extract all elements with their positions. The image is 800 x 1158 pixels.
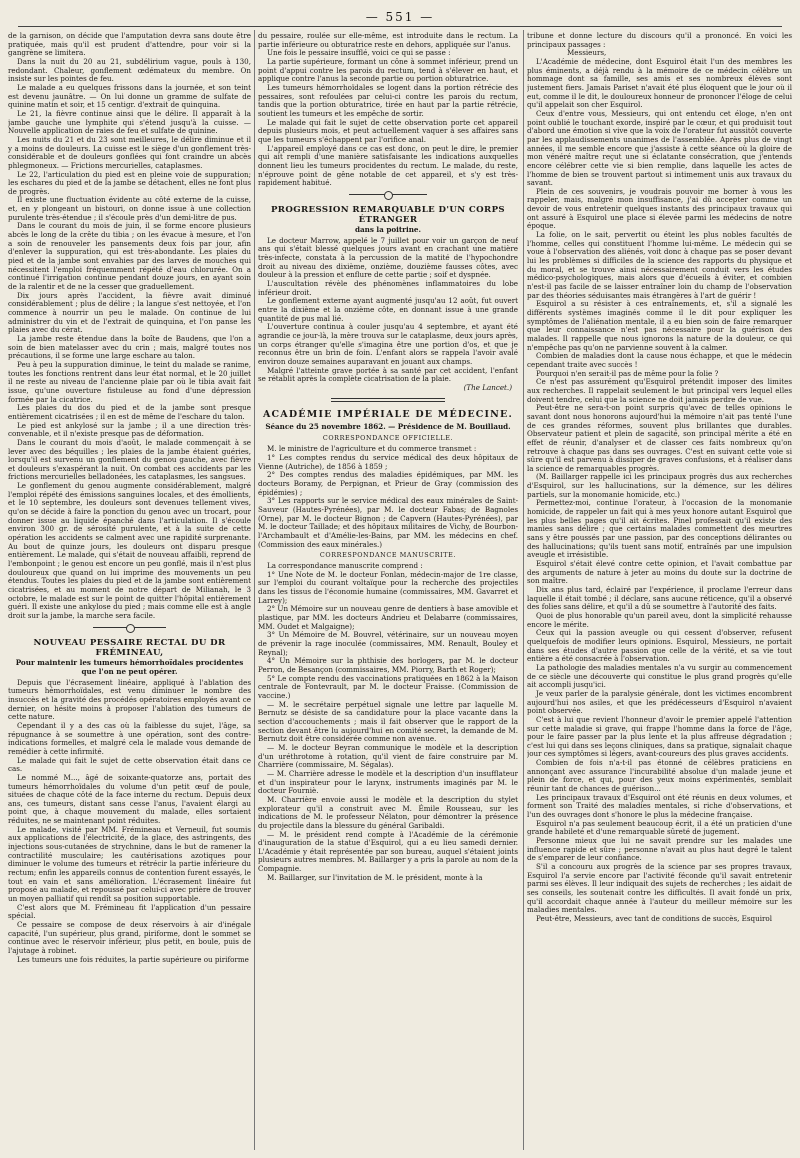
- paragraph: 4° Un Mémoire sur la phthisie des horlogers, par M. le docteur Perron, de Besançon (commissaires, MM. Piorry, Barth et Roger);: [258, 656, 518, 675]
- paragraph: Le malade a eu quelques frissons dans la journée, et son teint est devenu jaunâtre. — On lui donne un gramme de sulfate de quinine matin et soir, et 15 centigr. d'extrait de quinquina.: [8, 82, 251, 110]
- paragraph: Peut-être, Messieurs, avec tant de conditions de succès, Esquirol: [536, 913, 772, 923]
- paragraph: Malgré l'atteinte grave portée à sa santé par cet accident, l'enfant se rétablit après la complète cicatrisation de la plaie.: [258, 365, 518, 384]
- paragraph: Ce n'est pas assurément qu'Esquirol prétendit imposer des limites aux recherches. Il rappelait seulement le but principal vers lequel elles doivent tendre, celui que la science ne doit jamais perdre de vue.: [527, 377, 792, 404]
- paragraph: Permettez-moi, continue l'orateur, à l'occasion de la monomanie homicide, de rappeler un fait qui à mes yeux honore autant Esquirol que les plus belles pages qu'il ait écrites. Pinel professait qu'il existe des manies sans délire ; que certains malades commettent des meurtres sans y être poussés par une passion, par des conceptions délirantes ou des hallucinations; qu'ils tuent sans motif, entraînés par une impulsion aveugle et irrésistible.: [527, 498, 792, 560]
- section-ornament: [8, 621, 251, 633]
- paragraph: Le malade qui fait le sujet de cette observation porte cet appareil depuis plusieurs mois, et peut actuellement vaquer à ses affaires sans que les tumeurs s'échappent par l'orifice anal.: [258, 117, 518, 144]
- paragraph: — M. le secrétaire perpétuel signale une lettre par laquelle M. Bernutz se désiste de sa candidature pour la place vacante dans la section d'accouchements ; mais il fait observer que le rapport de la section devant être lu aujourd'hui en comité secret, la demande de M. Bernutz doit être considérée comme non avenue.: [258, 699, 518, 744]
- paragraph: — M. le président rend compte à l'Académie de la cérémonie d'inauguration de la statue d'Esquirol, qui a eu lieu samedi dernier. L'Académie y était représentée par son bureau, auquel s'étaient joints plusieurs autres membres. M. Baillarger y a pris la parole au nom de la Compagnie.: [258, 829, 518, 874]
- paragraph: L'auscultation révèle des phénomènes inflammatoires du lobe inférieur droit.: [258, 279, 518, 297]
- paragraph: Dans le courant du mois de juin, il se forme encore plusieurs abcès le long de la crête du tibia ; on les évacue à mesure, et l'on a soin de renouveler les pansements deux fois par jour, afin d'enlever la suppuration, qui est très-abondante. Les plaies du pied et de la jambe sont envahies par des larves de mouches qui nécessitent l'emploi fréquemment répété d'eau chlorurée. On a continué l'irrigation continue pendant douze jours, en ayant soin de la ralentir et de ne la cesser que graduellement.: [8, 221, 251, 292]
- paragraph: Combien de maladies dont la cause nous échappe, et que le médecin cependant traite avec succès !: [527, 351, 792, 369]
- column-separator: [254, 30, 255, 1150]
- paragraph: 3° Un Mémoire de M. Bouvrel, vétérinaire, sur un nouveau moyen de prévenir la rage inoculée (commissaires, MM. Renault, Bouley et Reynal);: [258, 630, 518, 657]
- article-title: PROGRESSION REMARQUABLE D'UN CORPS ÉTRANGER: [270, 204, 506, 225]
- paragraph: La pathologie des maladies mentales n'a vu surgir au commencement de ce siècle une découverte qui constitue le plus grand progrès qu'elle ait accompli jusqu'ici.: [527, 662, 792, 690]
- section-title: ACADÉMIE IMPÉRIALE DE MÉDECINE.: [262, 408, 514, 420]
- paragraph: L'ouverture continua à couler jusqu'au 4 septembre, et ayant été agrandie ce jour-là, la mère trouva sur le cataplasme, deux jours après, un corps étranger qu'elle s'imagina être une portion d'os, et que je reconnus être un brin de foin. L'enfant alors se rappela l'avoir avalé environ douze semaines auparavant en jouant aux champs.: [258, 322, 518, 366]
- paragraph: Peut-être ne sera-t-on point surpris qu'avec de telles opinions le savant dont nous honorons aujourd'hui la mémoire n'ait pas tenté l'une de ces grandes réformes, souvent plus brillantes que durables. Observateur patient et plein de sagacité, son principal mérite a été en effet de réunir, d'analyser et de classer ces faits nombreux qu'on retrouve à chaque pas dans ses ouvrages. C'est en suivant cette voie si sûre qu'il est parvenu à dissiper de graves confusions, et à réaliser dans la science de remarquables progrès.: [527, 403, 792, 473]
- paragraph: Les principaux travaux d'Esquirol ont été réunis en deux volumes, et forment son Traité des maladies mentales, si riche d'observations, et l'un des ouvrages dont s'honore le plus la médecine française.: [527, 792, 792, 820]
- paragraph: Esquirol n'a pas seulement beaucoup écrit, il a été un praticien d'une grande habileté et d'une remarquable sûreté de jugement.: [527, 818, 792, 837]
- paragraph: Ceux d'entre vous, Messieurs, qui ont entendu cet éloge, n'en ont point oublié le touchant exorde, inspiré par le cœur, et qui produisit tout d'abord une émotion si vive que la voix de l'orateur fut aussitôt couverte par les applaudissements unanimes de l'assemblée. Après plus de vingt années, il me semble encore que j'assiste à cette séance où la gloire de mon vénéré maître reçut une si éclatante consécration, que j'entends encore célébrer cette vie si bien remplie, dans laquelle les actes de l'homme de bien se trouvent partout si intimement unis aux travaux du savant.: [527, 108, 792, 188]
- paragraph: S'il a concouru aux progrès de la science par ses propres travaux, Esquirol l'a servie encore par l'activité féconde qu'il savait entretenir parmi ses élèves. Il leur indiquait des sujets de recherches ; les aidait de ses conseils, les soutenait contre les difficultés. Il avait fondé un prix, qu'il accordait chaque année à l'auteur du meilleur mémoire sur les maladies mentales.: [527, 862, 792, 915]
- paragraph: — M. le docteur Beyran communique le modèle et la description d'un uréthrotome à rotation, qu'il vient de faire construire par M. Charrière (commissaire, M. Ségalas).: [258, 742, 518, 770]
- paragraph: M. le ministre de l'agriculture et du commerce transmet :: [267, 444, 477, 454]
- paragraph: Esquirol s'était élevé contre cette opinion, et l'avait combattue par des arguments de nature à jeter au moins du doute sur la doctrine de son maître.: [527, 559, 792, 586]
- paragraph: Le 22, l'articulation du pied est en pleine voie de suppuration; les eschares du pied et de la jambe se détachent, elles ne font plus de progrès.: [8, 169, 251, 196]
- subsection-heading: CORRESPONDANCE MANUSCRITE.: [319, 551, 457, 560]
- paragraph: Dix ans plus tard, éclairé par l'expérience, il proclame l'erreur dans laquelle il était tombé ; il déclare, sans aucune réticence, qu'il a observé des folies sans délire, et qu'il a dû se soumettre à l'autorité des faits.: [527, 585, 792, 612]
- paragraph: Les nuits du 21 et du 23 sont meilleures, le délire diminue et il y a moins de douleurs. La cuisse est le siège d'un gonflement très-considérable et de douleurs gonflées qui font craindre un abcès phlegmoneux. — Frictions mercurielles, cataplasmes.: [8, 134, 251, 170]
- paragraph: Le malade, visité par MM. Frémineau et Verneuil, fut soumis aux applications de l'électricité, de la glace, des astringents, des injections sous-cutanées de strychnine, dans le but de ramener la contractilité musculaire; les cautérisations azotiques pour diminuer le volume des tumeurs et rétrécir la partie inférieure du rectum; enfin les appareils connus de contention furent essayés, le tout en vain et sans amélioration. L'écrasement linéaire fut proposé au malade, et repoussé par celui-ci avec prière de trouver un moyen palliatif qui rendît sa position supportable.: [8, 824, 251, 904]
- paragraph: Ceux qui la passion aveugle ou qui cessent d'observer, refusent quelquefois de modifier leurs opinions. Esquirol, Messieurs, ne portait dans ses études d'autre passion que celle de la vérité, et sa vie tout entière a été consacrée à l'observation.: [527, 628, 792, 664]
- article-source: (The Lancet.): [463, 382, 512, 392]
- section-ornament: [258, 393, 518, 405]
- paragraph: Les tumeurs une fois réduites, la partie supérieure ou piriforme: [17, 954, 249, 964]
- column-1: [8, 32, 251, 1152]
- paragraph: Il existe une fluctuation évidente au côté externe de la cuisse, et, en y plongeant un bistouri, on donne issue à une collection purulente très-étendue ; il s'écoule près d'un demi-litre de pus.: [8, 195, 251, 222]
- paragraph: Le pied est ankylosé sur la jambe ; il a une direction très-convenable, et il n'existe presque pas de déformation.: [8, 420, 251, 439]
- paragraph: Peu à peu la suppuration diminue, le teint du malade se ranime, toutes les fonctions rentrent dans leur état normal, et le 20 juillet il ne reste au niveau de l'ancienne plaie par où le tibia avait fait issue, qu'une ouverture fistuleuse au fond d'une dépression formée par la cicatrice.: [8, 359, 251, 404]
- paragraph: Esquirol a su résister à ces entraînements, et, s'il a signalé les différents systèmes imaginés comme il le dit pour expliquer les symptômes de l'aliénation mentale, il a eu bien soin de faire remarquer que leur connaissance n'est pas nécessaire pour la guérison des malades. Il rappelle que nous ignorons la nature de la douleur, ce qui n'empêche pas qu'on ne parvienne souvent à la calmer.: [527, 299, 792, 352]
- paragraph: C'est alors que M. Frémineau fit l'application d'un pessaire spécial.: [8, 902, 251, 921]
- page-number: — 551 —: [365, 10, 435, 24]
- paragraph: (M. Baillarger rappelle ici les principaux progrès dus aux recherches d'Esquirol, sur les hallucinations, sur la démence, sur les délires partiels, sur la monomanie homicide, etc.): [527, 472, 792, 499]
- paragraph: Le gonflement externe ayant augmenté jusqu'au 12 août, fut ouvert entre la dixième et la onzième côte, en donnant issue à une grande quantité de pus mal lié.: [258, 296, 518, 323]
- paragraph: Personne mieux que lui ne savait prendre sur les malades une influence rapide et sûre ; personne n'avait au plus haut degré le talent de s'emparer de leur confiance.: [527, 836, 792, 863]
- paragraph: La jambe reste étendue dans la boîte de Baudens, que l'on a soin de bien matelasser avec du crin ; mais, malgré toutes nos précautions, il se forme une large eschare au talon.: [8, 333, 251, 361]
- paragraph: La partie supérieure, formant un cône à sommet inférieur, prend un point d'appui contre les parois du rectum, tend à s'élever en haut, et applique contre l'anus la seconde partie ou portion obturatrice.: [258, 56, 518, 84]
- paragraph: 5° Le compte rendu des vaccinations pratiquées en 1862 à la Maison centrale de Fontevrault, par M. le docteur Fraisse. (Commission de vaccine.): [258, 673, 518, 700]
- paragraph: Le malade qui fait le sujet de cette observation était dans ce cas.: [8, 755, 251, 774]
- subsection-heading: CORRESPONDANCE OFFICIELLE.: [322, 434, 454, 443]
- paragraph: L'Académie de médecine, dont Esquirol était l'un des membres les plus éminents, a déjà rendu à la mémoire de ce médecin célèbre un hommage dont sa famille, ses amis et ses nombreux élèves sont justement fiers. Jamais Pariset n'avait été plus éloquent que le jour où il eut, comme il le dit, le douloureux honneur de prononcer l'éloge de celui qu'il appelait son cher Esquirol.: [527, 56, 792, 110]
- paragraph: Les tumeurs hémorrhoïdales se logent dans la portion rétrécie des pessaires, sont refoulées par celui-ci contre les parois du rectum, tandis que la portion obturatrice, tirée en haut par la partie rétrécie, soutient les tumeurs et les empêche de sortir.: [258, 82, 518, 118]
- paragraph: C'est à lui que revient l'honneur d'avoir le premier appelé l'attention sur cette maladie si grave, qui frappe l'homme dans la force de l'âge, pour le faire passer par la plus lente et la plus affreuse dégradation ; c'est lui qui dans ses leçons cliniques, dans sa pratique, signalait chaque jour ces symptômes si légers, avant-coureurs des plus graves accidents.: [527, 714, 792, 759]
- paragraph: M. Charrière envoie aussi le modèle et la description du stylet explorateur qu'il a construit avec M. Émile Rousseau, sur les indications de M. le professeur Nélaton, pour démontrer la présence du projectile dans la blessure du général Garibaldi.: [258, 794, 518, 830]
- paragraph: Le 21, la fièvre continue ainsi que le délire. Il apparaît à la jambe gauche une lymphite qui s'étend jusqu'à la cuisse. — Nouvelle application de raies de feu et sulfate de quinine.: [8, 108, 251, 136]
- article-title: NOUVEAU PESSAIRE RECTAL DU DR FRÉMINEAU,: [33, 637, 226, 658]
- paragraph: Ce pessaire se compose de deux réservoirs à air d'inégale capacité, l'un supérieur, plus grand, piriforme, dont le sommet se continue avec le réservoir inférieur, plus petit, en boule, puis de l'ajutage à robinet.: [8, 920, 251, 955]
- paragraph: tribune et donne lecture du discours qu'il a prononcé. En voici les principaux passages :: [527, 32, 792, 49]
- paragraph: du pessaire, roulée sur elle-même, est introduite dans le rectum. La partie inférieure ou obturatrice reste en dehors, appliquée sur l'anus.: [258, 32, 518, 49]
- paragraph: de la garnison, on décide que l'amputation devra sans doute être pratiquée, mais qu'il est prudent d'attendre, pour voir si la gangrène se limitera.: [8, 32, 251, 58]
- paragraph: Je veux parler de la paralysie générale, dont les victimes encombrent aujourd'hui nos asiles, et que les prédécesseurs d'Esquirol n'avaient point observée.: [527, 688, 792, 716]
- paragraph: Dans le courant du mois d'août, le malade commençait à se lever avec des béquilles ; les plaies de la jambe étaient guéries, lorsqu'il est survenu un gonflement du genou gauche, avec fièvre et douleurs s'exaspérant la nuit. On combat ces accidents par les frictions mercurielles belladonées, les cataplasmes, les sangsues.: [8, 437, 251, 482]
- paragraph: Depuis que l'écrasement linéaire, appliqué à l'ablation des tumeurs hémorrhoïdales, est venu diminuer le nombre des insuccès et la gravité des procédés opératoires employés avant ce dernier, on hésite moins à proposer l'ablation des tumeurs de cette nature.: [8, 677, 251, 722]
- column-3: [527, 32, 792, 1152]
- paragraph: M. Baillarger, sur l'invitation de M. le président, monte à la: [267, 872, 483, 882]
- paragraph: Pourquoi n'en serait-il pas de même pour la folie ?: [536, 368, 719, 378]
- paragraph: Combien de fois n'a-t-il pas étonné de célèbres praticiens en annonçant avec assurance l'incurabilité absolue d'un malade jeune et plein de force, et qui, pour des yeux moins expérimentés, semblait réunir tant de chances de guérison...: [527, 758, 792, 794]
- column-separator: [523, 30, 524, 1150]
- paragraph: Cependant il y a des cas où la faiblesse du sujet, l'âge, sa répugnance à se soumettre à une opération, sont des contre-indications formelles, et malgré cela le malade vous demande de remédier à cette infirmité.: [8, 720, 251, 756]
- paragraph: Le gonflement du genou augmente considérablement, malgré l'emploi répété des émissions sanguines locales, et des émollients, et le 10 septembre, les douleurs sont devenues tellement vives, qu'on se décide à faire la ponction du genou avec un trocart, pour donner issue au liquide épanché dans l'articulation. Il s'écoule environ 300 gr. de sérosité purulente, et à la suite de cette opération les accidents se calment avec une rapidité surprenante. Au bout de quinze jours, les douleurs ont disparu presque entièrement. Le malade, qui s'était de nouveau affaibli, reprend de l'embonpoint ; le genou est encore un peu gonflé, mais il n'est plus douloureux que quand on lui imprime des mouvements un peu étendus. Toutes les plaies du pied et de la jambe sont entièrement cicatrisées, et au moment de notre départ de Milianah, le 3 octobre, le malade est sur le point de quitter l'hôpital entièrement guéri. Il existe une ankylose du pied ; mais comme elle est à angle droit sur la jambe, la marche sera facile.: [8, 481, 251, 620]
- paragraph: Quoi de plus honorable qu'un pareil aveu, dont la simplicité rehausse encore le mérite.: [527, 610, 792, 629]
- paragraph: La folie, on le sait, pervertit ou éteint les plus nobles facultés de l'homme, celles qui constituent l'homme lui-même. Le médecin qui se voue à l'observation des aliénés, voit donc à chaque pas se poser devant lui les problèmes si difficiles de la science des rapports du physique et du moral, et se trouve ainsi nécessairement conduit vers les études médico-psychologiques, mais alors que d'écueils à éviter, et combien n'est-il pas facile de se laisser entraîner loin du champ de l'observation par des théories séduisantes mais étrangères à l'art de guérir !: [527, 230, 792, 300]
- paragraph: Dix jours après l'accident, la fièvre avait diminué considérablement ; plus de délire ; la langue s'est nettoyée, et l'on commence à nourrir un peu le malade. On continue de lui administrer du vin et de l'extrait de quinquina, et l'on panse les plaies avec du cérat.: [8, 290, 251, 335]
- header-rule: [18, 26, 782, 27]
- paragraph: — M. Charrière adresse le modèle et la description d'un insufflateur et d'un inspirateur pour le larynx, instruments imaginés par M. le docteur Fourniè.: [258, 768, 518, 796]
- paragraph: Le nommé M..., âgé de soixante-quatorze ans, portait des tumeurs hémorrhoïdales du volume d'un petit œuf de poule, situées de chaque côté de la face interne du rectum. Depuis deux ans, ces tumeurs, distant sans cesse l'anus, l'avaient élargi au point que, à chaque mouvement du malade, elles sortaient réduites, ne se maintenant point réduites.: [8, 772, 251, 826]
- paragraph: Une fois le pessaire insufflé, voici ce qui se passe :: [267, 48, 451, 58]
- paragraph: 1° Une Note de M. le docteur Fonlan, médecin-major de 1re classe, sur l'emploi du courant voltaïque pour la recherche des projectiles dans les tissus de l'économie humaine (commissaires, MM. Gavarret et Larrey);: [258, 569, 518, 605]
- paragraph: Les plaies du dos du pied et de la jambe sont presque entièrement cicatrisées ; il en est de même de l'eschare du talon.: [8, 403, 251, 421]
- article-subtitle: Pour maintenir les tumeurs hémorrhoïdales procidentes que l'on ne peut opérer.: [15, 657, 244, 676]
- paragraph: 2° Un Mémoire sur un nouveau genre de dentiers à base amovible et plastique, par MM. les docteurs Andrieu et Delabarre (commissaires, MM. Oudet et Malgaigne);: [258, 604, 518, 631]
- paragraph: Plein de ces souvenirs, je voudrais pouvoir me borner à vous les rappeler, mais, malgré mon insuffisance, j'ai dû accepter comme un devoir de vous entretenir quelques instants des principaux travaux qui ont assuré à Esquirol une place si élevée parmi les médecins de notre époque.: [527, 186, 792, 231]
- paragraph: 2° Des comptes rendus des maladies épidémiques, par MM. les docteurs Boramy, de Perpignan, et Prieur de Gray (commission des épidémies) ;: [258, 470, 518, 497]
- salutation: Messieurs,: [567, 48, 607, 58]
- paragraph: L'appareil employé dans ce cas est donc, on peut le dire, le premier qui ait rempli d'une manière satisfaisante les indications auxquelles donnent lieu les tumeurs procidentes du rectum. Le malade, du reste, n'éprouve point de gêne notable de cet appareil, et s'y est très-rapidement habitué.: [258, 143, 518, 188]
- column-2: [258, 32, 518, 1152]
- paragraph: 3° Les rapports sur le service médical des eaux minérales de Saint-Sauveur (Hautes-Pyrénées), par M. le docteur Fabas; de Bagnoles (Orne), par M. le docteur Bignon ; de Capvern (Hautes-Pyrénées), par M. le docteur Taillade; et des hôpitaux militaires de Vichy, de Bourbon-l'Archambault et d'Amélie-les-Bains, par MM. les médecins en chef. (Commission des eaux minérales.): [258, 496, 518, 549]
- paragraph: 1° Les comptes rendus du service médical des deux hôpitaux de Vienne (Autriche), de 1856 à 1859 ;: [258, 452, 518, 471]
- section-ornament: [258, 188, 518, 200]
- article-subtitle: dans la poitrine.: [354, 224, 422, 234]
- paragraph: Le docteur Marrow, appelé le 7 juillet pour voir un garçon de neuf ans qui s'était blessé quelques jours avant en crachant une matière très-infecte, constata à la percussion de la matité de l'hypochondre droit au niveau des dixième, onzième, douzième fausses côtes, avec douleur à la pression et enflure de cette partie ; soif et dyspnée.: [258, 235, 518, 280]
- session-line: Séance du 25 novembre 1862. — Présidence de M. Bouillaud.: [265, 421, 511, 431]
- paragraph: Dans la nuit du 20 au 21, subdélirium vague, pouls à 130, redondant. Chaleur, gonflement œdémateux du membre. On insiste sur les pointes de feu.: [8, 56, 251, 84]
- paragraph: La correspondance manuscrite comprend :: [267, 561, 423, 571]
